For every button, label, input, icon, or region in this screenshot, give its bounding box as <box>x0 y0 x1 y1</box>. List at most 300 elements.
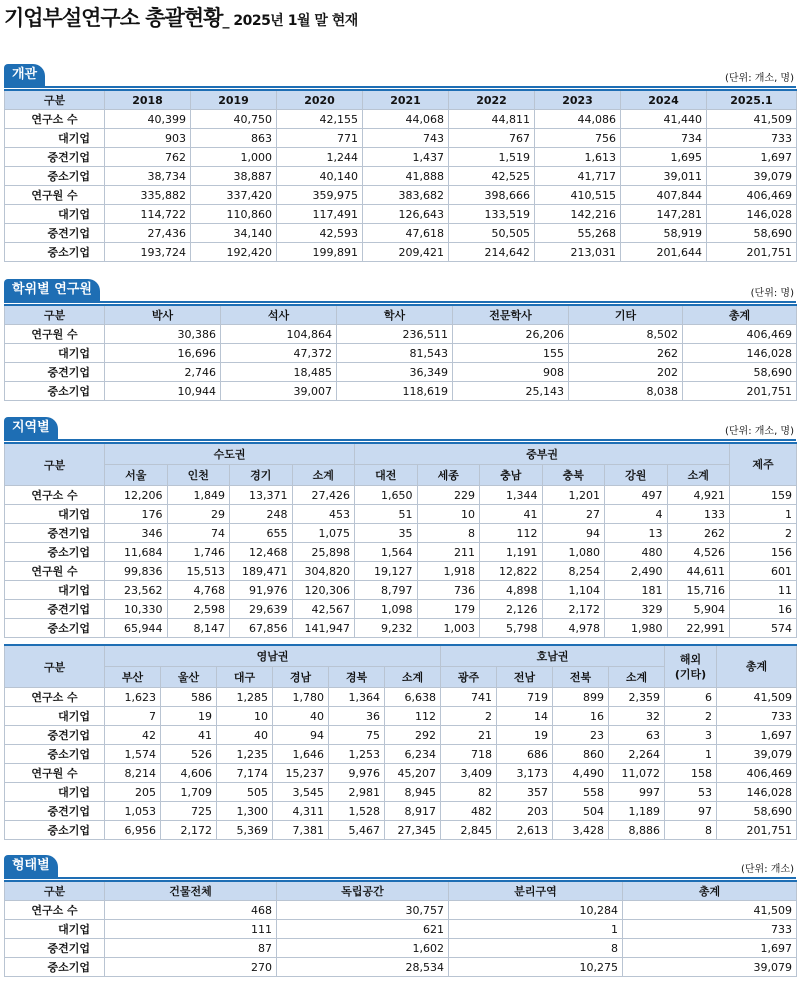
table-cell: 201,751 <box>707 243 797 262</box>
table-cell: 292 <box>385 726 441 745</box>
table-cell: 482 <box>441 802 497 821</box>
column-header: 2023 <box>535 90 621 110</box>
table-cell: 2,981 <box>329 783 385 802</box>
table-cell: 36,349 <box>337 363 453 382</box>
table-cell: 16 <box>730 600 797 619</box>
table-cell: 6,956 <box>105 821 161 840</box>
table-cell: 1,098 <box>355 600 418 619</box>
table-cell: 38,887 <box>191 167 277 186</box>
section-rule <box>4 86 796 88</box>
column-header: 분리구역 <box>449 881 623 901</box>
table-cell: 8,147 <box>167 619 230 638</box>
table-cell: 406,469 <box>683 325 797 344</box>
table-cell: 47,372 <box>221 344 337 363</box>
table-cell: 16 <box>553 707 609 726</box>
column-header: 총계 <box>683 305 797 325</box>
column-header: 구분 <box>5 305 105 325</box>
table-cell: 1,364 <box>329 688 385 707</box>
degree-table <box>4 304 797 401</box>
table-cell: 359,975 <box>277 186 363 205</box>
table-cell: 146,028 <box>683 344 797 363</box>
table-row <box>5 205 797 224</box>
table-cell: 8 <box>665 821 717 840</box>
column-group-header: 영남권 <box>105 645 441 667</box>
table-cell: 8 <box>449 939 623 958</box>
table-cell: 1,191 <box>480 543 543 562</box>
table-row <box>5 619 797 638</box>
type-table <box>4 880 797 977</box>
table-cell: 39,079 <box>707 167 797 186</box>
table-cell: 1,709 <box>161 783 217 802</box>
table-cell: 42,155 <box>277 110 363 129</box>
region-table-2 <box>4 644 797 840</box>
table-cell: 13 <box>605 524 668 543</box>
table-cell: 406,469 <box>717 764 797 783</box>
column-header: 2024 <box>621 90 707 110</box>
table-cell: 8,945 <box>385 783 441 802</box>
table-cell: 1,285 <box>217 688 273 707</box>
table-cell: 8,886 <box>609 821 665 840</box>
table-cell: 1,849 <box>167 486 230 505</box>
table-cell: 67,856 <box>230 619 293 638</box>
table-cell: 15,716 <box>667 581 730 600</box>
table-row <box>5 726 797 745</box>
table-cell: 4 <box>605 505 668 524</box>
row-label: 연구원 수 <box>5 325 105 344</box>
table-cell: 40,750 <box>191 110 277 129</box>
table-cell: 4,978 <box>542 619 605 638</box>
table-cell: 1,189 <box>609 802 665 821</box>
table-cell: 27,436 <box>105 224 191 243</box>
column-header: 인천 <box>167 465 230 486</box>
table-cell: 5,904 <box>667 600 730 619</box>
table-cell: 1,746 <box>167 543 230 562</box>
table-cell: 41,509 <box>623 901 797 920</box>
table-cell: 39,007 <box>221 382 337 401</box>
row-label: 대기업 <box>5 920 105 939</box>
table-row <box>5 958 797 977</box>
table-cell: 655 <box>230 524 293 543</box>
table-cell: 12,468 <box>230 543 293 562</box>
table-cell: 1,918 <box>417 562 480 581</box>
table-cell: 1,528 <box>329 802 385 821</box>
table-cell: 35 <box>355 524 418 543</box>
column-header: 구분 <box>5 443 105 486</box>
table-cell: 44,068 <box>363 110 449 129</box>
table-cell: 734 <box>621 129 707 148</box>
table-cell: 10,944 <box>105 382 221 401</box>
table-cell: 11,684 <box>105 543 168 562</box>
table-cell: 468 <box>105 901 277 920</box>
row-label: 대기업 <box>5 581 105 600</box>
column-header: 구분 <box>5 881 105 901</box>
table-row <box>5 382 797 401</box>
table-cell: 2,264 <box>609 745 665 764</box>
table-cell: 201,751 <box>717 821 797 840</box>
table-cell: 41 <box>480 505 543 524</box>
table-cell: 335,882 <box>105 186 191 205</box>
table-cell: 262 <box>667 524 730 543</box>
column-header: 해외 (기타) <box>665 645 717 688</box>
table-cell: 229 <box>417 486 480 505</box>
table-cell: 65,944 <box>105 619 168 638</box>
table-cell: 5,369 <box>217 821 273 840</box>
table-cell: 112 <box>385 707 441 726</box>
row-label: 대기업 <box>5 505 105 524</box>
table-cell: 45,207 <box>385 764 441 783</box>
row-label: 중소기업 <box>5 821 105 840</box>
table-cell: 505 <box>217 783 273 802</box>
table-cell: 7 <box>105 707 161 726</box>
table-cell: 15,237 <box>273 764 329 783</box>
row-label: 중견기업 <box>5 600 105 619</box>
table-cell: 117,491 <box>277 205 363 224</box>
table-cell: 58,690 <box>683 363 797 382</box>
table-cell: 58,919 <box>621 224 707 243</box>
section-rule <box>4 301 796 303</box>
table-cell: 1,104 <box>542 581 605 600</box>
table-cell: 4,921 <box>667 486 730 505</box>
table-cell: 357 <box>497 783 553 802</box>
table-cell: 209,421 <box>363 243 449 262</box>
table-cell: 91,976 <box>230 581 293 600</box>
table-cell: 21 <box>441 726 497 745</box>
table-cell: 2,490 <box>605 562 668 581</box>
column-header: 소계 <box>385 667 441 688</box>
table-cell: 2,598 <box>167 600 230 619</box>
table-cell: 126,643 <box>363 205 449 224</box>
table-cell: 118,619 <box>337 382 453 401</box>
table-cell: 10,275 <box>449 958 623 977</box>
table-cell: 248 <box>230 505 293 524</box>
table-cell: 1,519 <box>449 148 535 167</box>
table-cell: 44,611 <box>667 562 730 581</box>
table-cell: 40 <box>217 726 273 745</box>
row-label: 중견기업 <box>5 802 105 821</box>
table-cell: 53 <box>665 783 717 802</box>
column-header: 구분 <box>5 645 105 688</box>
table-cell: 142,216 <box>535 205 621 224</box>
table-cell: 205 <box>105 783 161 802</box>
row-label: 연구소 수 <box>5 110 105 129</box>
table-cell: 41,509 <box>707 110 797 129</box>
table-cell: 304,820 <box>292 562 355 581</box>
table-cell: 40,399 <box>105 110 191 129</box>
table-cell: 1,697 <box>707 148 797 167</box>
table-cell: 1,235 <box>217 745 273 764</box>
table-header-row <box>5 90 797 110</box>
table-cell: 1,075 <box>292 524 355 543</box>
table-cell: 58,690 <box>717 802 797 821</box>
table-cell: 329 <box>605 600 668 619</box>
column-header: 건물전체 <box>105 881 277 901</box>
column-group-header: 수도권 <box>105 443 355 465</box>
table-cell: 50,505 <box>449 224 535 243</box>
column-header: 2019 <box>191 90 277 110</box>
table-cell: 3,409 <box>441 764 497 783</box>
table-cell: 3,428 <box>553 821 609 840</box>
row-label: 대기업 <box>5 783 105 802</box>
table-cell: 1,574 <box>105 745 161 764</box>
table-cell: 2,359 <box>609 688 665 707</box>
table-cell: 74 <box>167 524 230 543</box>
table-cell: 262 <box>569 344 683 363</box>
table-cell: 15,513 <box>167 562 230 581</box>
column-header: 2020 <box>277 90 363 110</box>
table-cell: 176 <box>105 505 168 524</box>
table-cell: 192,420 <box>191 243 277 262</box>
row-label: 중견기업 <box>5 363 105 382</box>
table-cell: 41,888 <box>363 167 449 186</box>
table-cell: 1,697 <box>717 726 797 745</box>
column-header: 2018 <box>105 90 191 110</box>
table-cell: 44,086 <box>535 110 621 129</box>
table-cell: 58,690 <box>707 224 797 243</box>
table-cell: 214,642 <box>449 243 535 262</box>
table-cell: 146,028 <box>707 205 797 224</box>
table-cell: 743 <box>363 129 449 148</box>
table-cell: 23,562 <box>105 581 168 600</box>
table-cell: 1,201 <box>542 486 605 505</box>
table-cell: 4,526 <box>667 543 730 562</box>
row-label: 연구원 수 <box>5 562 105 581</box>
table-cell: 39,011 <box>621 167 707 186</box>
table-cell: 159 <box>730 486 797 505</box>
row-label: 대기업 <box>5 129 105 148</box>
table-cell: 771 <box>277 129 363 148</box>
table-row <box>5 325 797 344</box>
table-row <box>5 363 797 382</box>
section-rule <box>4 439 796 441</box>
table-cell: 156 <box>730 543 797 562</box>
row-label: 중소기업 <box>5 243 105 262</box>
table-cell: 40,140 <box>277 167 363 186</box>
column-header: 경남 <box>273 667 329 688</box>
table-cell: 10 <box>417 505 480 524</box>
table-cell: 1 <box>449 920 623 939</box>
table-cell: 1 <box>665 745 717 764</box>
table-cell: 1 <box>730 505 797 524</box>
table-cell: 29 <box>167 505 230 524</box>
table-cell: 120,306 <box>292 581 355 600</box>
column-header: 광주 <box>441 667 497 688</box>
table-cell: 114,722 <box>105 205 191 224</box>
table-cell: 199,891 <box>277 243 363 262</box>
table-cell: 41,717 <box>535 167 621 186</box>
table-cell: 82 <box>441 783 497 802</box>
table-cell: 146,028 <box>717 783 797 802</box>
table-cell: 39,079 <box>717 745 797 764</box>
table-cell: 480 <box>605 543 668 562</box>
row-label: 중소기업 <box>5 745 105 764</box>
table-cell: 75 <box>329 726 385 745</box>
column-header: 구분 <box>5 90 105 110</box>
table-header-row <box>5 465 797 486</box>
column-header: 충남 <box>480 465 543 486</box>
table-cell: 504 <box>553 802 609 821</box>
table-cell: 27,345 <box>385 821 441 840</box>
row-label: 연구원 수 <box>5 186 105 205</box>
table-cell: 11,072 <box>609 764 665 783</box>
table-row <box>5 243 797 262</box>
table-cell: 13,371 <box>230 486 293 505</box>
table-cell: 1,646 <box>273 745 329 764</box>
table-cell: 997 <box>609 783 665 802</box>
column-header: 소계 <box>292 465 355 486</box>
unit-label-degree: (단위: 명) <box>750 288 794 299</box>
table-row <box>5 745 797 764</box>
column-header: 강원 <box>605 465 668 486</box>
table-cell: 497 <box>605 486 668 505</box>
column-header: 2025.1 <box>707 90 797 110</box>
column-header: 박사 <box>105 305 221 325</box>
column-header: 소계 <box>609 667 665 688</box>
column-header: 석사 <box>221 305 337 325</box>
table-row <box>5 764 797 783</box>
table-cell: 201,644 <box>621 243 707 262</box>
table-cell: 94 <box>273 726 329 745</box>
table-cell: 1,602 <box>277 939 449 958</box>
unit-label-overview: (단위: 개소, 명) <box>724 73 794 84</box>
table-cell: 406,469 <box>707 186 797 205</box>
table-cell: 453 <box>292 505 355 524</box>
page-subtitle: _ 2025년 1월 말 현재 <box>222 13 358 29</box>
table-cell: 398,666 <box>449 186 535 205</box>
column-header: 경기 <box>230 465 293 486</box>
column-group-header: 호남권 <box>441 645 665 667</box>
table-cell: 112 <box>480 524 543 543</box>
table-cell: 179 <box>417 600 480 619</box>
unit-label-region: (단위: 개소, 명) <box>724 426 794 437</box>
table-cell: 12,822 <box>480 562 543 581</box>
table-cell: 25,143 <box>453 382 569 401</box>
table-cell: 34,140 <box>191 224 277 243</box>
table-cell: 181 <box>605 581 668 600</box>
table-cell: 337,420 <box>191 186 277 205</box>
table-row <box>5 821 797 840</box>
section-tab-region: 지역별 <box>4 417 58 439</box>
table-row <box>5 167 797 186</box>
table-cell: 47,618 <box>363 224 449 243</box>
table-cell: 158 <box>665 764 717 783</box>
table-row <box>5 186 797 205</box>
table-cell: 6,638 <box>385 688 441 707</box>
table-cell: 201,751 <box>683 382 797 401</box>
column-header: 충북 <box>542 465 605 486</box>
table-cell: 2,126 <box>480 600 543 619</box>
table-cell: 2 <box>730 524 797 543</box>
table-cell: 97 <box>665 802 717 821</box>
table-cell: 211 <box>417 543 480 562</box>
table-cell: 407,844 <box>621 186 707 205</box>
table-cell: 23 <box>553 726 609 745</box>
table-cell: 42 <box>105 726 161 745</box>
table-cell: 2,172 <box>542 600 605 619</box>
table-cell: 1,613 <box>535 148 621 167</box>
section-rule <box>4 877 796 879</box>
table-row <box>5 505 797 524</box>
table-cell: 1,623 <box>105 688 161 707</box>
table-cell: 558 <box>553 783 609 802</box>
table-cell: 6 <box>665 688 717 707</box>
column-header: 전북 <box>553 667 609 688</box>
table-cell: 6,234 <box>385 745 441 764</box>
table-cell: 7,381 <box>273 821 329 840</box>
table-cell: 8,917 <box>385 802 441 821</box>
table-cell: 733 <box>717 707 797 726</box>
table-cell: 27 <box>542 505 605 524</box>
table-cell: 55,268 <box>535 224 621 243</box>
table-cell: 41 <box>161 726 217 745</box>
column-header: 기타 <box>569 305 683 325</box>
table-cell: 2,172 <box>161 821 217 840</box>
table-cell: 104,864 <box>221 325 337 344</box>
table-cell: 32 <box>609 707 665 726</box>
table-cell: 1,695 <box>621 148 707 167</box>
table-cell: 1,000 <box>191 148 277 167</box>
table-cell: 1,244 <box>277 148 363 167</box>
table-cell: 29,639 <box>230 600 293 619</box>
table-cell: 133,519 <box>449 205 535 224</box>
section-degree-header <box>4 279 796 303</box>
table-cell: 19 <box>161 707 217 726</box>
table-cell: 5,798 <box>480 619 543 638</box>
table-cell: 19 <box>497 726 553 745</box>
table-cell: 586 <box>161 688 217 707</box>
row-label: 중견기업 <box>5 726 105 745</box>
overview-table <box>4 89 797 262</box>
table-cell: 860 <box>553 745 609 764</box>
table-row <box>5 486 797 505</box>
table-cell: 2 <box>665 707 717 726</box>
table-cell: 39,079 <box>623 958 797 977</box>
row-label: 중소기업 <box>5 543 105 562</box>
section-tab-degree: 학위별 연구원 <box>4 279 100 301</box>
column-header: 서울 <box>105 465 168 486</box>
table-cell: 4,606 <box>161 764 217 783</box>
table-cell: 94 <box>542 524 605 543</box>
table-cell: 767 <box>449 129 535 148</box>
table-cell: 111 <box>105 920 277 939</box>
column-header: 전문학사 <box>453 305 569 325</box>
table-cell: 4,768 <box>167 581 230 600</box>
table-cell: 1,053 <box>105 802 161 821</box>
column-header: 2022 <box>449 90 535 110</box>
table-row <box>5 148 797 167</box>
table-cell: 1,344 <box>480 486 543 505</box>
table-cell: 756 <box>535 129 621 148</box>
table-cell: 236,511 <box>337 325 453 344</box>
table-cell: 41,509 <box>717 688 797 707</box>
table-cell: 213,031 <box>535 243 621 262</box>
unit-label-type: (단위: 개소) <box>741 864 794 875</box>
table-cell: 11 <box>730 581 797 600</box>
table-cell: 1,080 <box>542 543 605 562</box>
table-row <box>5 581 797 600</box>
table-cell: 9,232 <box>355 619 418 638</box>
table-cell: 99,836 <box>105 562 168 581</box>
table-cell: 1,564 <box>355 543 418 562</box>
table-cell: 12,206 <box>105 486 168 505</box>
row-label: 연구원 수 <box>5 764 105 783</box>
table-cell: 189,471 <box>230 562 293 581</box>
table-row <box>5 783 797 802</box>
table-cell: 1,980 <box>605 619 668 638</box>
table-cell: 1,650 <box>355 486 418 505</box>
table-cell: 2,845 <box>441 821 497 840</box>
table-cell: 42,525 <box>449 167 535 186</box>
table-cell: 30,386 <box>105 325 221 344</box>
